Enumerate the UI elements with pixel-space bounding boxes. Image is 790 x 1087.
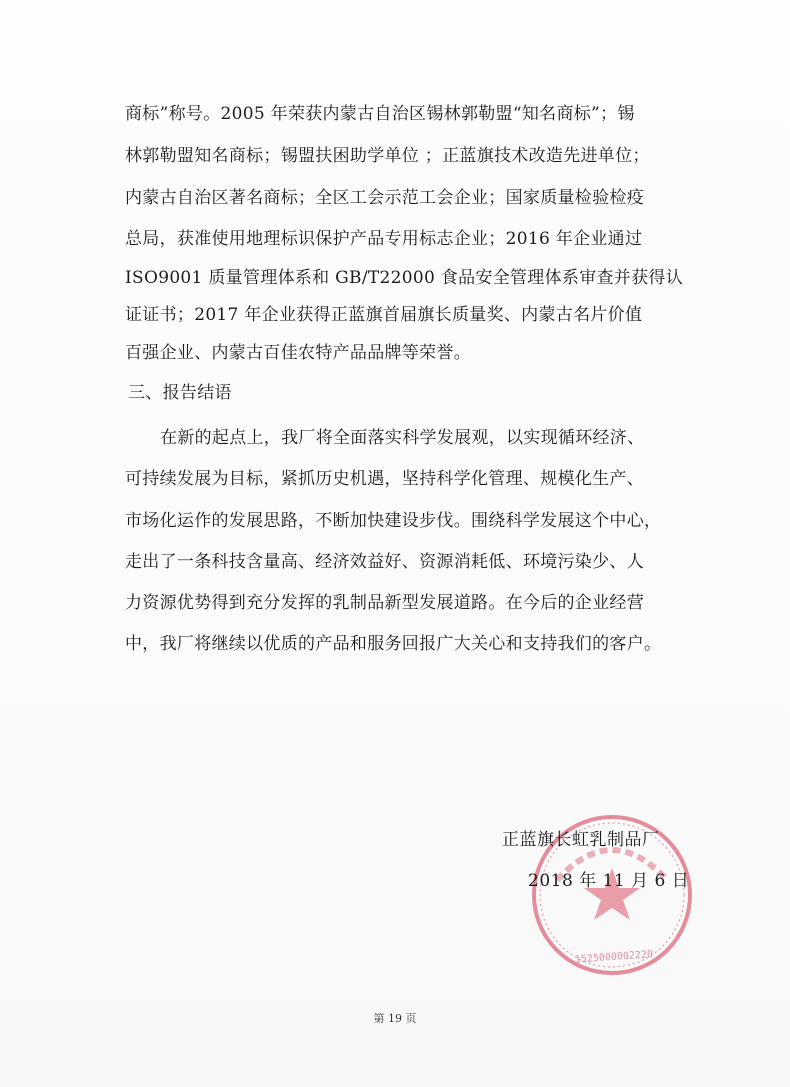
- signature-date: 2018 年 11 月 6 日: [528, 871, 690, 891]
- body-line-7: 百强企业、内蒙古百佳农特产品品牌等荣誉。: [125, 343, 471, 363]
- conclusion-line-4: 走出了一条科技含量高、经济效益好、资源消耗低、环境污染少、人: [125, 552, 644, 572]
- page-number-footer: 第 19 页: [373, 1012, 417, 1025]
- conclusion-line-2: 可持续发展为目标，紧抓历史机遇，坚持科学化管理、规模化生产、: [125, 469, 644, 489]
- conclusion-line-1: 在新的起点上，我厂将全面落实科学发展观，以实现循环经济、: [160, 428, 645, 448]
- body-line-4: 总局，获准使用地理标识保护产品专用标志企业；2016 年企业通过: [125, 229, 643, 249]
- body-line-2: 林郭勒盟知名商标；锡盟扶困助学单位 ；正蓝旗技术改造先进单位；: [125, 146, 650, 166]
- conclusion-line-5: 力资源优势得到充分发挥的乳制品新型发展道路。在今后的企业经营: [125, 593, 644, 613]
- body-line-6: 证证书；2017 年企业获得正蓝旗首届旗长质量奖、内蒙古名片价值: [125, 305, 643, 325]
- body-line-5: ISO9001 质量管理体系和 GB/T22000 食品安全管理体系审查并获得认: [125, 268, 683, 288]
- signature-organization: 正蓝旗长虹乳制品厂: [502, 830, 660, 850]
- body-line-3: 内蒙古自治区著名商标；全区工会示范工会企业；国家质量检验检疫: [125, 188, 644, 208]
- svg-text:1525000002220: 1525000002220: [574, 949, 654, 966]
- conclusion-line-3: 市场化运作的发展思路，不断加快建设步伐。围绕科学发展这个中心，: [125, 511, 662, 531]
- body-line-1: 商标”称号。2005 年荣获内蒙古自治区锡林郭勒盟“知名商标”；锡: [125, 104, 635, 124]
- conclusion-line-6: 中，我厂将继续以优质的产品和服务回报广大关心和支持我们的客户。: [125, 634, 662, 654]
- section-heading: 三、报告结语: [128, 383, 232, 403]
